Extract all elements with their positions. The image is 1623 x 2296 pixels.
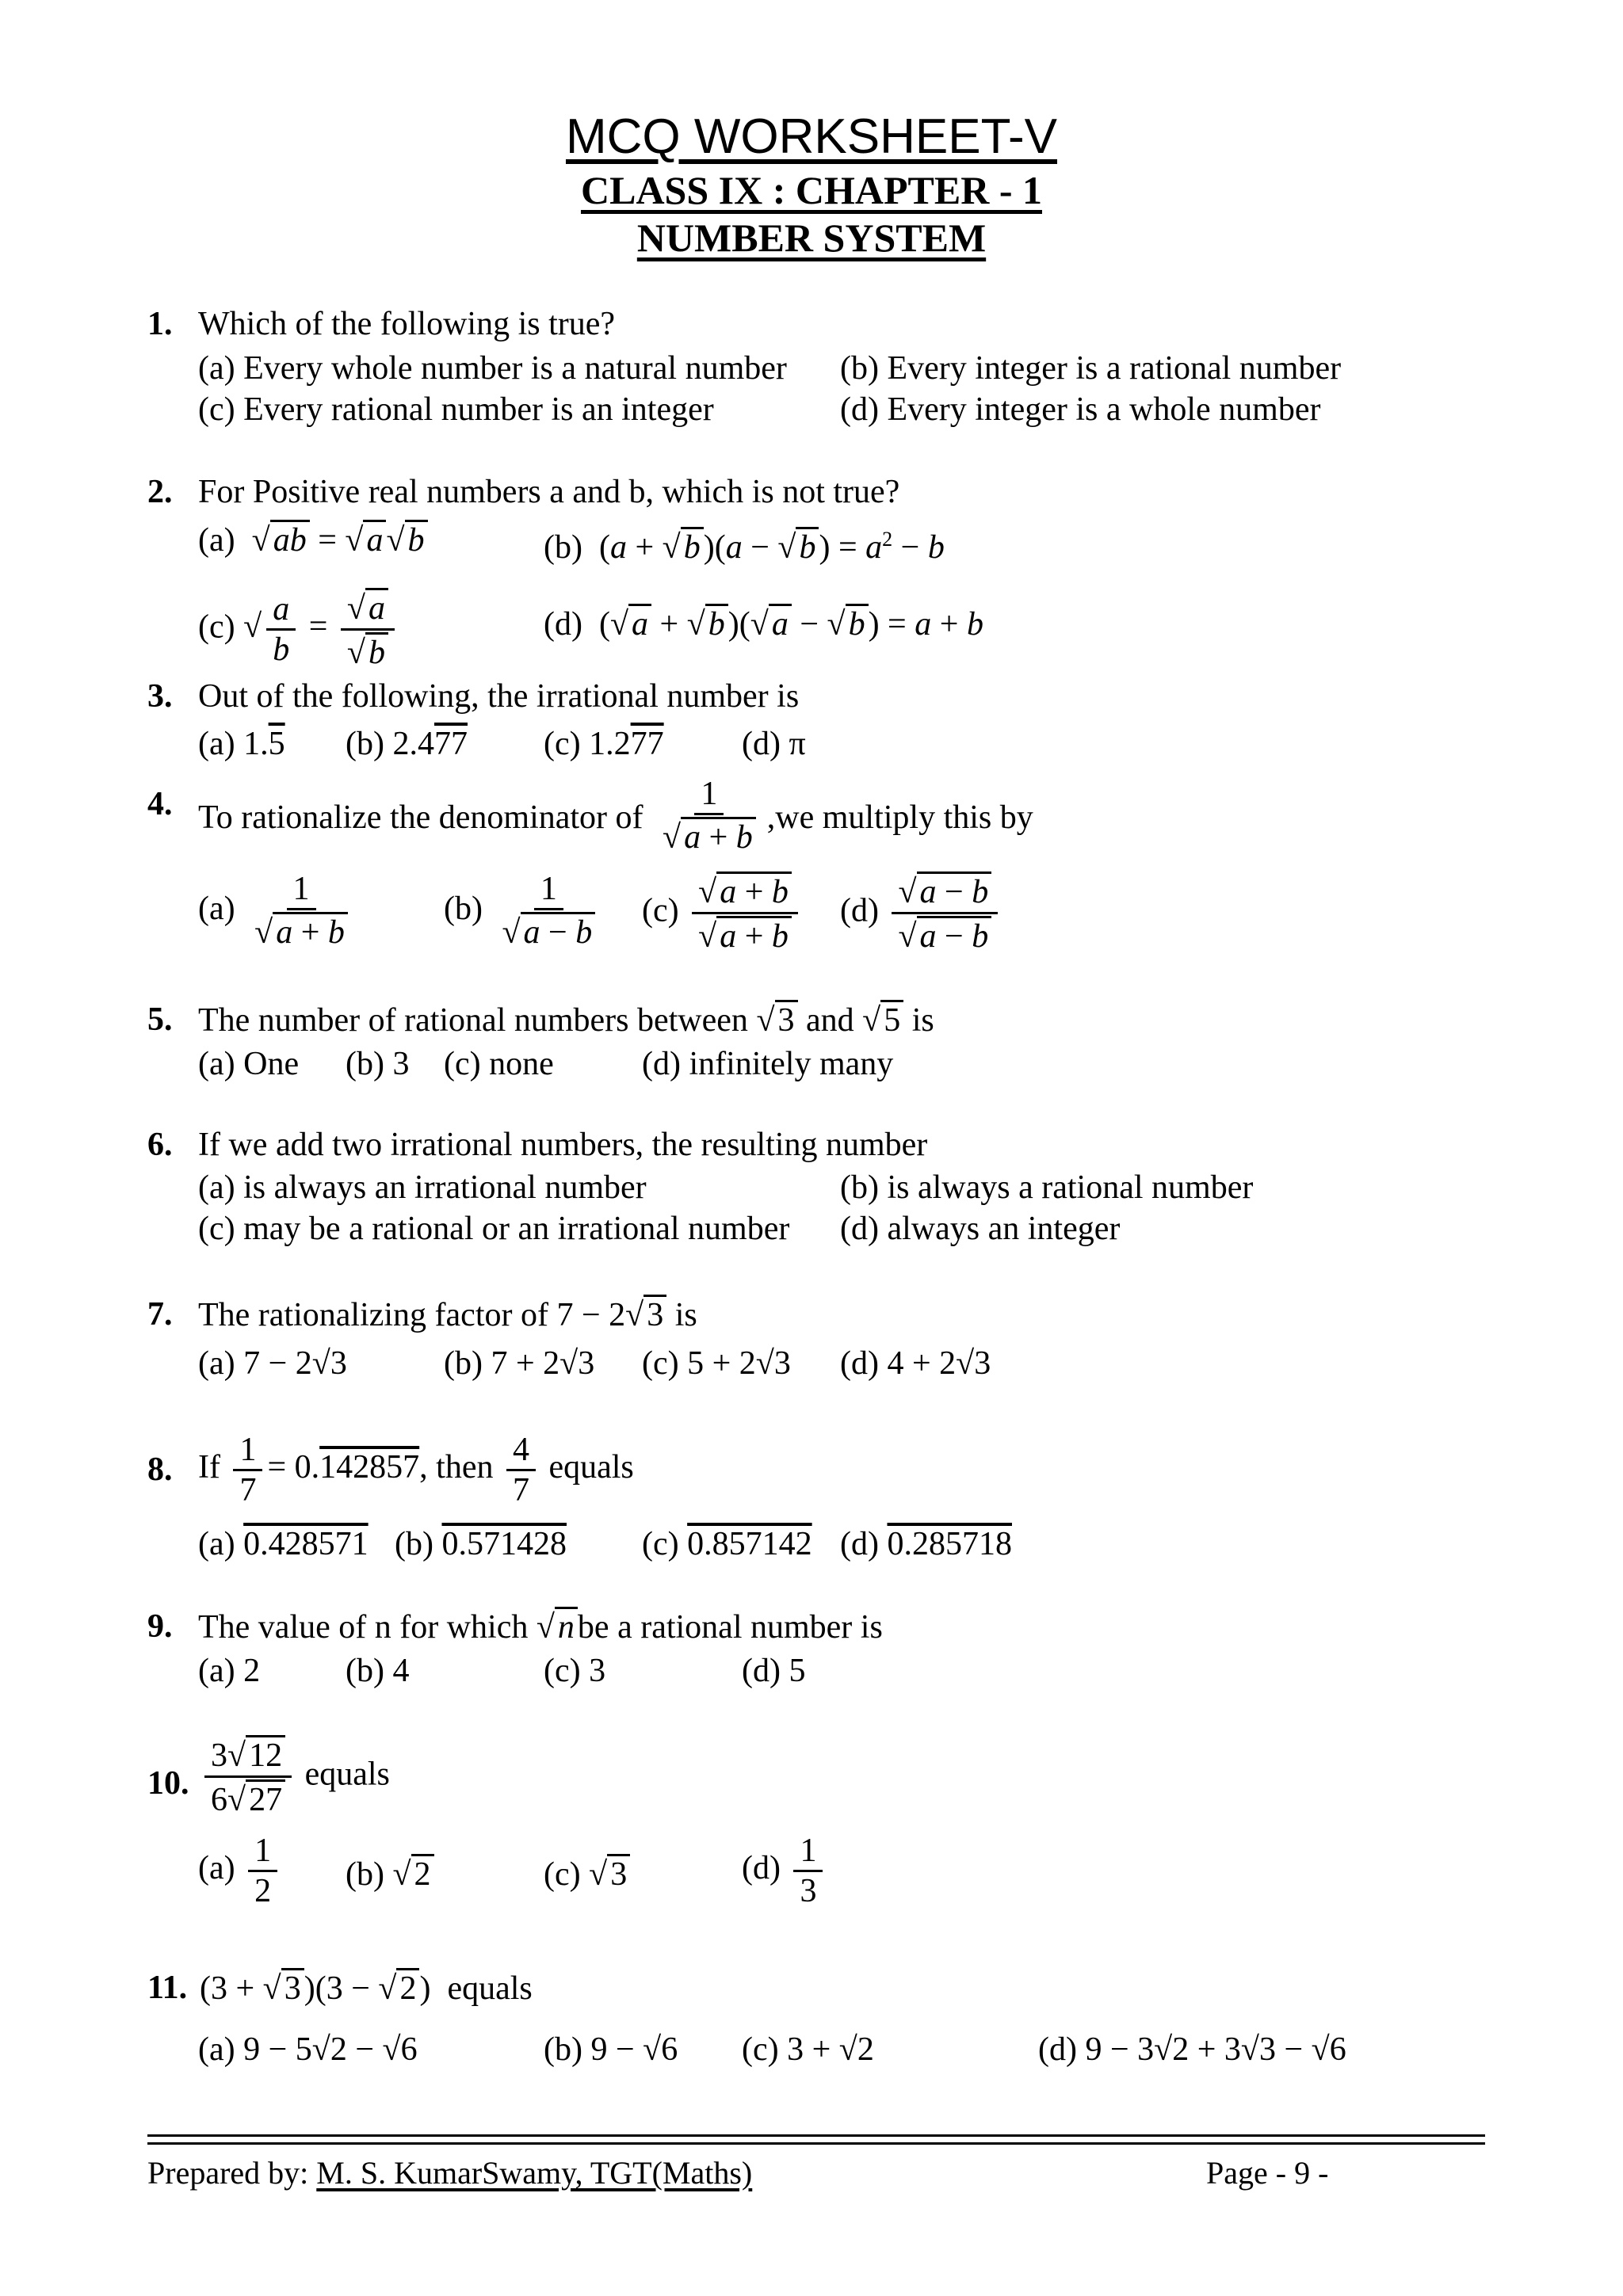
option-label: (b) [346,726,384,762]
option-b [444,871,606,951]
option-label: (c) [198,608,235,646]
question-text: Out of the following, the irrational number is [198,678,800,715]
option-b: (b) 0.571428 [395,1526,567,1562]
footer-divider [147,2134,1485,2137]
math-expression: 3 + √2 [787,2031,874,2068]
math-expression: 7 + 2√3 [491,1345,595,1382]
option-b [346,724,468,764]
question-number: 8. [147,1451,173,1488]
option-b: (b) is always a rational number [840,1169,1254,1206]
question-text: If $\frac{1}{7}$ = 0.142857, then $\frac{4}{7}$ equals [198,1432,634,1509]
math-expression: $\frac{1}{√a + b}$ [656,776,762,856]
option-c: (c) none [444,1046,554,1082]
option-c: (c) 3 + √2 [742,2031,874,2068]
chapter-name-heading: NUMBER SYSTEM [636,215,987,260]
option-c: (c) 5 + 2√3 [642,1345,791,1382]
math-expression: $\frac{√a - b}{√a - b}$ [892,871,998,955]
question-number: 11. [147,1970,188,2006]
question-number: 7. [147,1296,173,1333]
option-b: (b) 3 [346,1046,410,1082]
option-c: (c) 0.857142 [642,1526,812,1562]
option-a [198,520,428,560]
question-text: The number of rational numbers between √3 and √5 is [198,1000,934,1040]
option-d: (d) 4 + 2√3 [840,1345,991,1382]
option-b: (b) 7 + 2√3 [444,1345,595,1382]
math-expression: 5 + 2√3 [687,1345,791,1382]
question-number: 6. [147,1127,173,1163]
option-a: (a) 0.428571 [198,1526,369,1562]
recurring-decimal: 2.477 [392,726,468,762]
option-label: (b) [444,890,483,927]
question-text: Which of the following is true? [198,306,616,342]
question-number: 3. [147,678,173,715]
question-text: $\frac{3√12}{6√27}$ equals [200,1735,390,1818]
author-name: M. S. KumarSwamy, TGT(Maths) [316,2155,753,2191]
math-expression: $\frac{1}{7}$ [233,1432,262,1508]
class-chapter-heading: CLASS IX : CHAPTER - 1 [580,168,1042,212]
option-a: (a) 7 − 2√3 [198,1345,347,1382]
recurring-decimal: 0.571428 [441,1526,567,1562]
math-expression: $\frac{√a + b}{√a + b}$ [692,871,798,955]
question-number: 2. [147,474,173,510]
question-text: For Positive real numbers a and b, which is not true? [198,474,900,510]
option-a: (a) Every whole number is a natural number [198,350,787,387]
option-label: (a) [198,522,235,559]
option-b [544,520,945,567]
question-number: 9. [147,1608,173,1645]
question-number: 5. [147,1001,173,1038]
option-b: (b) 9 − √6 [544,2031,678,2068]
option-c: (c) may be a rational or an irrational number [198,1211,790,1247]
footer-divider [147,2142,1485,2145]
option-d: (d) $\frac{1}{3}$ [742,1833,827,1909]
option-d: (d) Every integer is a whole number [840,391,1321,428]
option-a [198,724,285,764]
page-number: Page - 9 - [1206,2155,1329,2191]
question-text: To rationalize the denominator of $\frac{1}{√a + b}$ ,we multiply this by [198,776,1033,856]
option-b: (b) 4 [346,1653,410,1689]
option-label: (b) [544,529,582,566]
option-label: (a) [198,890,235,927]
option-d [544,604,983,644]
math-expression: √ $\frac{a}{b}$ = $\frac{√a}{√b}$ [243,608,399,645]
option-label: (d) [742,726,781,762]
option-c [198,588,399,671]
math-expression: $\frac{1}{2}$ [248,1833,277,1909]
math-expression: $\frac{1}{√a - b}$ [495,871,601,951]
option-c: (c) √3 [544,1854,630,1894]
option-label: (d) [544,606,582,643]
math-expression: (√a + √b)(√a − √b) = a + b [590,606,983,643]
option-d: (d) infinitely many [642,1046,894,1082]
math-expression: √ab = √a√b [243,522,427,559]
math-expression: 9 − √6 [590,2031,678,2068]
question-number: 4. [147,786,173,822]
math-expression: 9 − 3√2 + 3√3 − √6 [1085,2031,1346,2068]
recurring-decimal: 1.277 [589,726,664,762]
option-d [742,724,806,764]
option-d [840,871,1002,955]
worksheet-title: MCQ WORKSHEET-V [565,109,1058,164]
math-expression: 9 − 5√2 − √6 [243,2031,418,2068]
option-c [642,871,803,955]
option-d: (d) 9 − 3√2 + 3√3 − √6 [1038,2031,1346,2068]
footer-credit: Prepared by: M. S. KumarSwamy, TGT(Maths) [147,2155,753,2191]
recurring-decimal: 0.428571 [243,1526,369,1562]
recurring-decimal: 0.857142 [687,1526,812,1562]
option-b: (b) Every integer is a rational number [840,350,1342,387]
option-c [544,724,664,764]
option-a [198,871,359,951]
option-c: (c) Every rational number is an integer [198,391,714,428]
math-expression: (3 + √3)(3 − √2) [200,1970,430,2007]
math-expression: 7 − 2√3 [243,1345,347,1382]
pi-value: π [789,726,806,762]
math-expression: $\frac{1}{3}$ [793,1833,823,1909]
option-a: (a) One [198,1046,300,1082]
math-expression: 4 + 2√3 [887,1345,991,1382]
question-text: The value of n for which √nbe a rational number is [198,1607,883,1647]
option-label: (c) [642,892,679,929]
option-a: (a) 2 [198,1653,261,1689]
option-a: (a) is always an irrational number [198,1169,647,1206]
question-text: If we add two irrational numbers, the resulting number [198,1127,928,1163]
math-expression: $\frac{3√12}{6√27}$ [204,1735,292,1818]
option-a: (a) 9 − 5√2 − √6 [198,2031,418,2068]
math-expression: $(a + √b)(a - √b) = a^2 - b$ [590,528,945,566]
option-label: (c) [544,726,581,762]
option-d: (d) 0.285718 [840,1526,1012,1562]
option-d: (d) always an integer [840,1211,1121,1247]
option-a: (a) $\frac{1}{2}$ [198,1833,282,1909]
math-expression: $\frac{1}{√a + b}$ [248,871,354,951]
recurring-decimal: 0.285718 [887,1526,1012,1562]
question-number: 1. [147,306,173,342]
option-label: (a) [198,726,235,762]
recurring-decimal: 1.5 [243,726,285,762]
option-b: (b) √2 [346,1854,434,1894]
math-expression: $\frac{4}{7}$ [506,1432,536,1508]
option-c: (c) 3 [544,1653,606,1689]
option-d: (d) 5 [742,1653,806,1689]
question-number: 10. [147,1765,189,1802]
question-text: The rationalizing factor of 7 − 2√3 is [198,1295,697,1335]
question-text: (3 + √3)(3 − √2) equals [200,1968,533,2008]
option-label: (d) [840,892,879,929]
